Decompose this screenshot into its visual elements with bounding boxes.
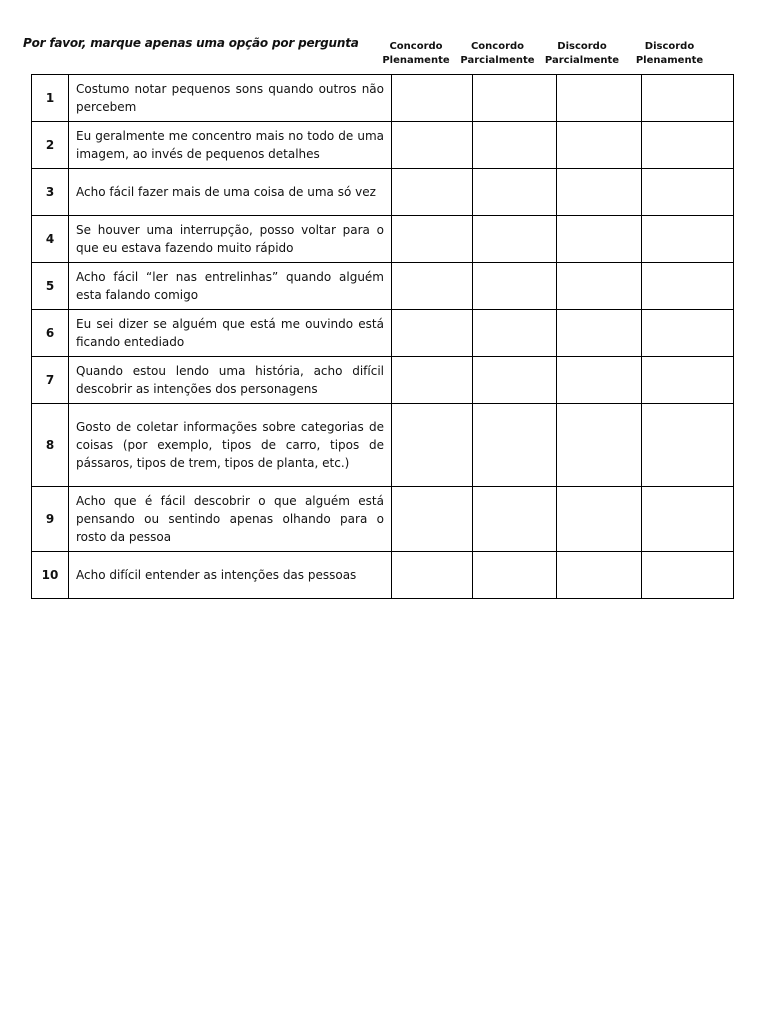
answer-cell-discordo-parcialmente[interactable] — [557, 552, 642, 599]
answer-cell-concordo-plenamente[interactable] — [392, 216, 473, 263]
answer-cell-discordo-parcialmente[interactable] — [557, 404, 642, 487]
column-header-line: Parcialmente — [460, 55, 535, 66]
column-header-line: Discordo — [644, 41, 695, 52]
column-header-discordo-parcialmente — [540, 40, 624, 70]
question-row — [32, 75, 734, 122]
answer-cell-concordo-parcialmente[interactable] — [473, 310, 557, 357]
answer-cell-concordo-parcialmente[interactable] — [473, 357, 557, 404]
question-text: Se houver uma interrupção, posso voltar para o que eu estava fazendo muito rápido — [69, 216, 392, 263]
question-text: Acho difícil entender as intenções das pessoas — [69, 552, 392, 599]
question-number: 4 — [32, 216, 69, 263]
column-header-line: Concordo — [389, 41, 443, 52]
answer-cell-discordo-plenamente[interactable] — [642, 357, 734, 404]
question-number: 3 — [32, 169, 69, 216]
answer-cell-concordo-parcialmente[interactable] — [473, 552, 557, 599]
question-text: Acho que é fácil descobrir o que alguém está pensando ou sentindo apenas olhando para o rosto da pessoa — [69, 487, 392, 552]
question-row — [32, 404, 734, 487]
column-header-line: Parcialmente — [544, 55, 620, 66]
answer-cell-discordo-parcialmente[interactable] — [557, 487, 642, 552]
answer-cell-discordo-plenamente[interactable] — [642, 216, 734, 263]
answer-cell-concordo-plenamente[interactable] — [392, 552, 473, 599]
question-row — [32, 357, 734, 404]
answer-cell-discordo-plenamente[interactable] — [642, 122, 734, 169]
answer-cell-discordo-plenamente[interactable] — [642, 263, 734, 310]
answer-cell-concordo-parcialmente[interactable] — [473, 122, 557, 169]
answer-cell-discordo-plenamente[interactable] — [642, 310, 734, 357]
answer-cell-concordo-plenamente[interactable] — [392, 263, 473, 310]
instruction-text: Por favor, marque apenas uma opção por pergunta — [23, 36, 359, 50]
question-number: 7 — [32, 357, 69, 404]
question-number: 1 — [32, 75, 69, 122]
question-row — [32, 263, 734, 310]
column-header-concordo-plenamente — [376, 40, 456, 70]
answer-cell-concordo-plenamente[interactable] — [392, 169, 473, 216]
question-text: Acho fácil fazer mais de uma coisa de uma só vez — [69, 169, 392, 216]
answer-cell-concordo-plenamente[interactable] — [392, 487, 473, 552]
answer-cell-discordo-parcialmente[interactable] — [557, 169, 642, 216]
question-row — [32, 310, 734, 357]
question-number: 8 — [32, 404, 69, 487]
answer-cell-discordo-plenamente[interactable] — [642, 552, 734, 599]
question-text: Eu geralmente me concentro mais no todo de uma imagem, ao invés de pequenos detalhes — [69, 122, 392, 169]
question-row — [32, 122, 734, 169]
answer-cell-concordo-parcialmente[interactable] — [473, 263, 557, 310]
question-row — [32, 552, 734, 599]
question-number: 2 — [32, 122, 69, 169]
answer-cell-concordo-plenamente[interactable] — [392, 404, 473, 487]
answer-cell-discordo-parcialmente[interactable] — [557, 216, 642, 263]
question-text: Costumo notar pequenos sons quando outros não percebem — [69, 75, 392, 122]
answer-cell-concordo-plenamente[interactable] — [392, 75, 473, 122]
question-number: 9 — [32, 487, 69, 552]
question-text: Gosto de coletar informações sobre categorias de coisas (por exemplo, tipos de carro, tipos de pássaros, tipos de trem, tipos de planta, etc.) — [69, 404, 392, 487]
question-text: Quando estou lendo uma história, acho difícil descobrir as intenções dos personagens — [69, 357, 392, 404]
answer-cell-concordo-parcialmente[interactable] — [473, 169, 557, 216]
column-header-line: Plenamente — [382, 55, 450, 66]
answer-cell-concordo-plenamente[interactable] — [392, 310, 473, 357]
column-header-discordo-plenamente — [624, 40, 715, 70]
answer-cell-concordo-parcialmente[interactable] — [473, 404, 557, 487]
answer-cell-concordo-parcialmente[interactable] — [473, 216, 557, 263]
question-row — [32, 216, 734, 263]
answer-cell-discordo-parcialmente[interactable] — [557, 357, 642, 404]
question-row — [32, 169, 734, 216]
answer-cell-discordo-plenamente[interactable] — [642, 169, 734, 216]
question-row — [32, 487, 734, 552]
column-header-line: Plenamente — [635, 55, 704, 66]
question-number: 5 — [32, 263, 69, 310]
questionnaire-table — [31, 74, 734, 599]
answer-cell-discordo-plenamente[interactable] — [642, 75, 734, 122]
answer-cell-concordo-parcialmente[interactable] — [473, 487, 557, 552]
answer-cell-discordo-parcialmente[interactable] — [557, 122, 642, 169]
question-number: 6 — [32, 310, 69, 357]
question-number: 10 — [32, 552, 69, 599]
column-header-concordo-parcialmente — [456, 40, 539, 70]
answer-cell-concordo-plenamente[interactable] — [392, 357, 473, 404]
column-header-line: Discordo — [557, 41, 607, 52]
answer-cell-discordo-plenamente[interactable] — [642, 404, 734, 487]
answer-cell-concordo-plenamente[interactable] — [392, 122, 473, 169]
answer-cell-discordo-parcialmente[interactable] — [557, 310, 642, 357]
question-text: Eu sei dizer se alguém que está me ouvindo está ficando entediado — [69, 310, 392, 357]
answer-cell-discordo-plenamente[interactable] — [642, 487, 734, 552]
column-header-line: Concordo — [470, 41, 525, 52]
answer-cell-discordo-parcialmente[interactable] — [557, 75, 642, 122]
answer-cell-concordo-parcialmente[interactable] — [473, 75, 557, 122]
question-text: Acho fácil “ler nas entrelinhas” quando alguém esta falando comigo — [69, 263, 392, 310]
answer-cell-discordo-parcialmente[interactable] — [557, 263, 642, 310]
